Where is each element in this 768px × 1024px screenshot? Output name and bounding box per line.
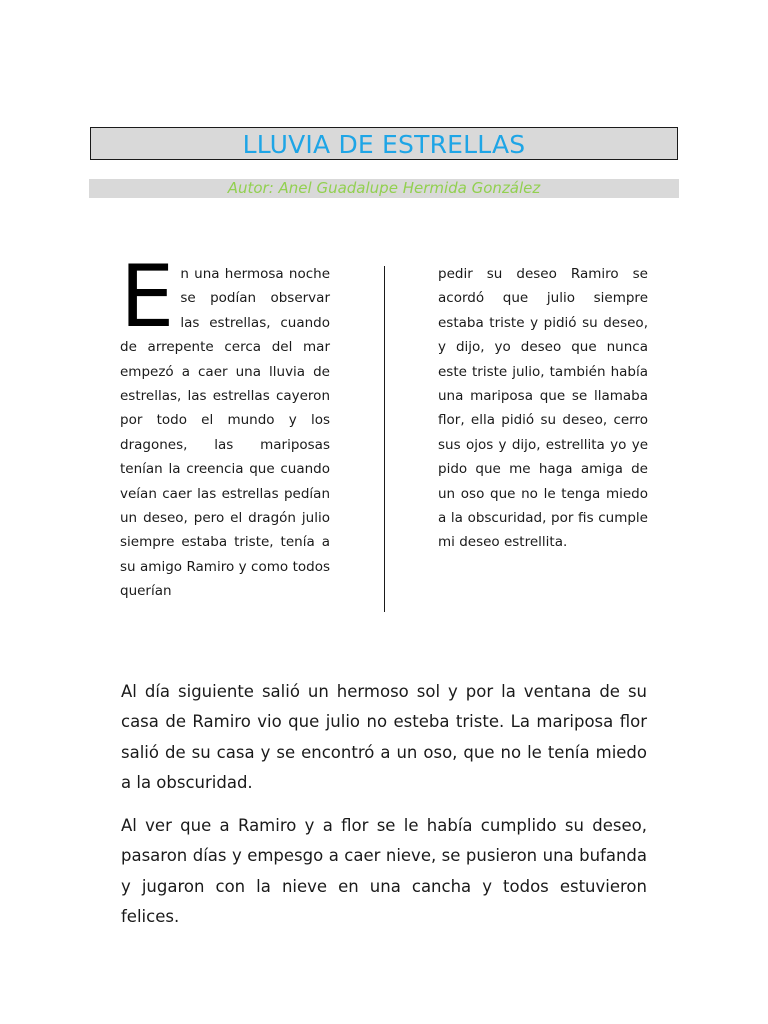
story-column-left (120, 247, 330, 604)
story-column-right (438, 262, 648, 555)
column-left-text: n una hermosa noche se podían observar las estrellas, cuando de arrepente cerca del mar empezó a caer una lluvia de estrellas, las estrellas cayeron por todo el mundo y los dragones, las mariposas tenían la creencia que cuando veían caer las estrellas pedían un deseo, pero el dragón julio siempre estaba triste, tenía a su amigo Ramiro y como todos querían (120, 266, 330, 600)
column-right-text: pedir su deseo Ramiro se acordó que julio siempre estaba triste y pidió su deseo, y dijo, yo deseo que nunca este triste julio, también había una mariposa que se llamaba flor, ella pidió su deseo, cerro sus ojos y dijo, estrellita yo ye pido que me haga amiga de un oso que no le tenga miedo a la obscuridad, por fis cumple mi deseo estrellita. (438, 266, 648, 551)
column-divider (384, 266, 385, 612)
body-paragraph-2: Al ver que a Ramiro y a flor se le había cumplido su deseo, pasaron días y empesgo a caer nieve, se pusieron una bufanda y jugaron con la nieve en una cancha y todos estuvieron felices. (121, 815, 647, 926)
document-title: LLUVIA DE ESTRELLAS (242, 130, 526, 159)
author-line: Autor: Anel Guadalupe Hermida González (227, 179, 541, 197)
drop-cap: E (120, 247, 175, 347)
body-paragraph-1: Al día siguiente salió un hermoso sol y por la ventana de su casa de Ramiro vio que julio no esteba triste. La mariposa flor salió de su casa y se encontró a un oso, que no le tenía miedo a la obscuridad. (121, 681, 647, 792)
author-bar (89, 179, 679, 198)
title-box (90, 127, 678, 160)
